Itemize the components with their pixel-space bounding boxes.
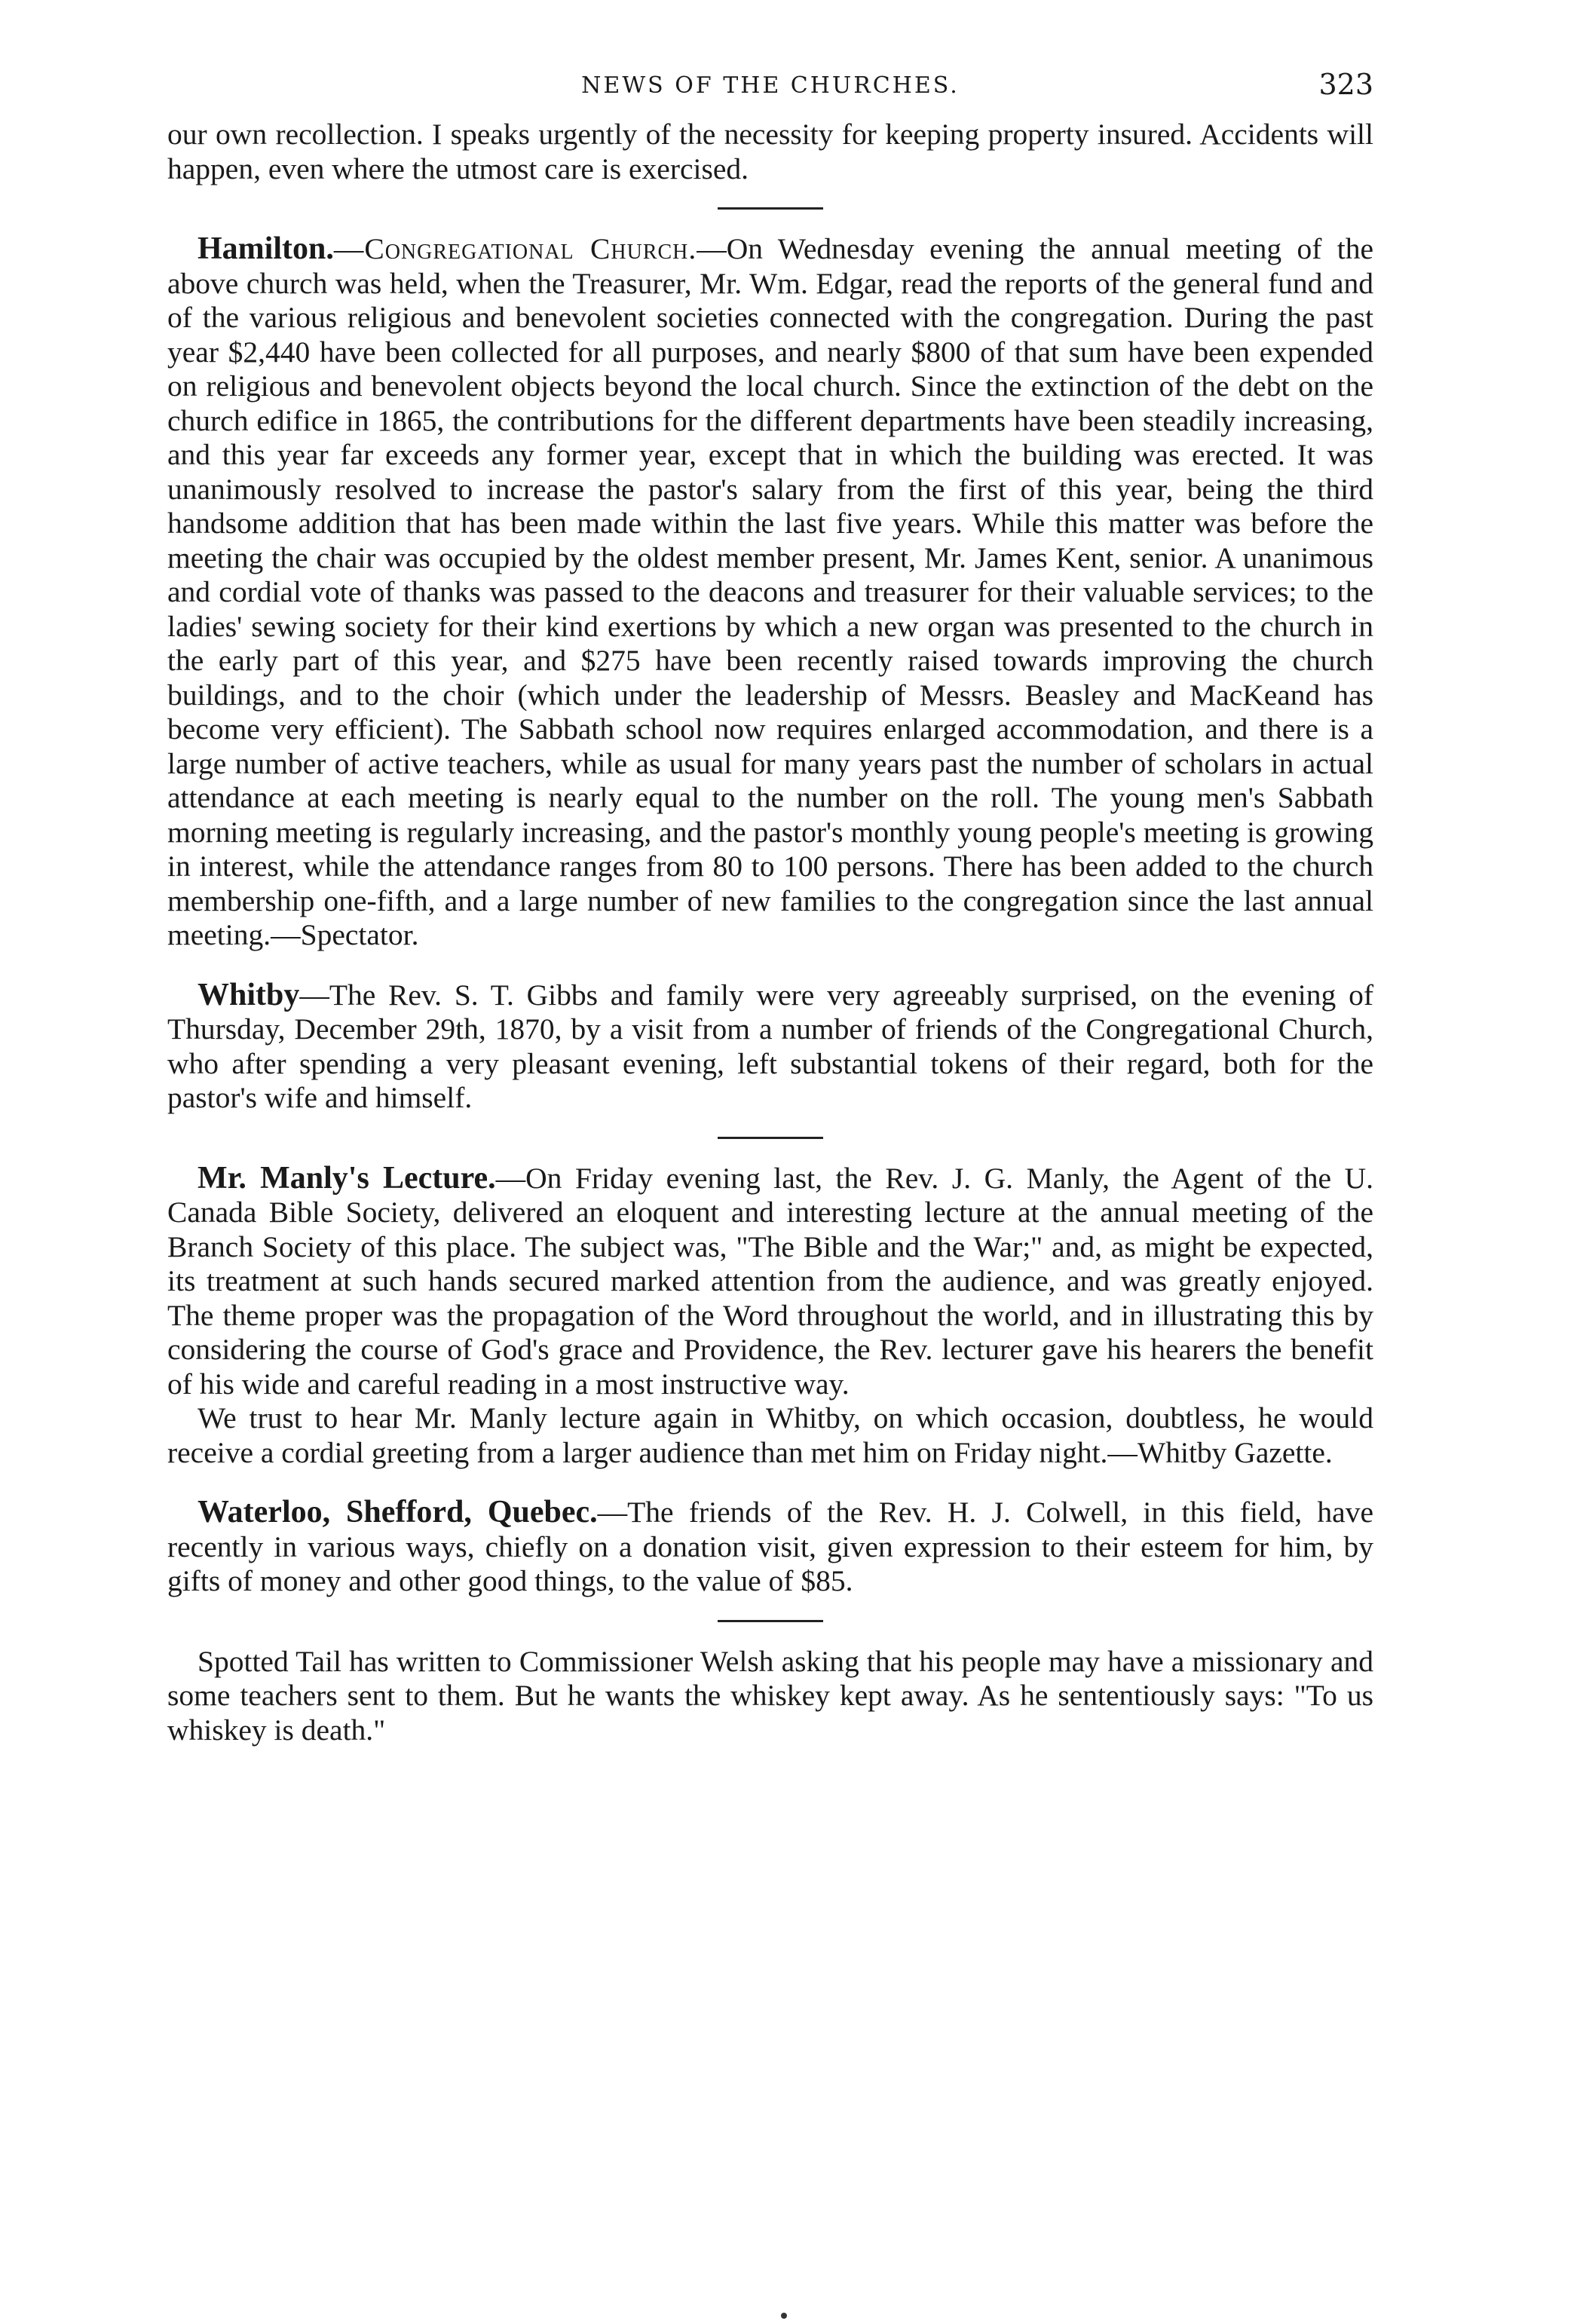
article-text: —The friends of the Rev. H. J. Colwell, in this field, have recently in various ways, chiefly on a donation visit, given expression to their esteem for him, by gifts of money and other good things, to the value of $85.: [167, 1496, 1373, 1597]
article-hamilton: [167, 232, 1373, 953]
article-spotted-tail: [167, 1645, 1373, 1748]
article-paragraph: [167, 1645, 1373, 1748]
article-text: —On Wednesday evening the annual meeting of the above church was held, when the Treasurer, Mr. Wm. Edgar, read the reports of the general fund and of the various religious and benevolent societies connected with the congregation. During the past year $2,440 have been collected for all purposes, and nearly $800 of that sum have been expended on religious and benevolent objects beyond the local church. Since the extinction of the debt on the church edifice in 1865, the contributions for the different departments have been steadily increasing, and this year far exceeds any former year, except that in which the building was erected. It was unanimously resolved to increase the pastor's salary from the first of this year, being the third handsome addition that has been made within the last five years. While this matter was before the meeting the chair was occupied by the oldest member present, Mr. James Kent, senior. A unanimous and cordial vote of thanks was passed to the deacons and treasurer for their valuable services; to the ladies' sewing society for their kind exertions by which a new organ was presented to the church in the early part of this year, and $275 have been recently raised towards improving the church buildings, and to the choir (which under the leadership of Messrs. Beasley and MacKeand has become very efficient). The Sabbath school now requires enlarged accommodation, and there is a large number of active teachers, while as usual for many years past the number of scholars in actual attendance at each meeting is nearly equal to the number on the roll. The young men's Sabbath morning meeting is regularly increasing, and the pastor's monthly young people's meeting is growing in interest, while the attendance ranges from 80 to 100 persons. There has been added to the church membership one-fifth, and a large number of new families to the congregation since the last annual meeting.—Spectator.: [167, 232, 1373, 951]
section-divider: [718, 207, 823, 210]
article-subhead: —Congregational Church.: [333, 232, 697, 265]
running-head: [167, 68, 1373, 113]
article-text: We trust to hear Mr. Manly lecture again in Whitby, on which occasion, doubtless, he would receive a cordial greeting from a larger audience than met him on Friday night.—Whitby Gazette.: [167, 1401, 1373, 1469]
article-whitby: [167, 978, 1373, 1116]
article-text: —The Rev. S. T. Gibbs and family were very agreeably surprised, on the evening of Thursday, December 29th, 1870, by a visit from a number of friends of the Congregational Church, who after spending a very pleasant evening, left substantial tokens of their regard, both for the pastor's wife and himself.: [167, 978, 1373, 1114]
section-gap: [167, 1470, 1373, 1496]
article-paragraph: [167, 118, 1373, 186]
article-continuation: [167, 118, 1373, 186]
article-paragraph: [167, 1162, 1373, 1402]
bottom-print-mark: [781, 2313, 787, 2319]
running-title: NEWS OF THE CHURCHES.: [581, 72, 960, 99]
article-text: Spotted Tail has written to Commissioner Welsh asking that his people may have a missionary and some teachers sent to them. But he wants the whiskey kept away. As he sententiously says: "To us whiskey is death.": [167, 1644, 1373, 1747]
article-text: our own recollection. I speaks urgently of the necessity for keeping property insured. Accidents will happen, even where the utmost care is exercised.: [167, 118, 1373, 185]
article-lead: Whitby: [197, 977, 300, 1012]
article-lead: Mr. Manly's Lecture.: [197, 1160, 496, 1196]
section-divider: [718, 1137, 823, 1139]
article-waterloo: [167, 1496, 1373, 1599]
section-divider: [718, 1620, 823, 1622]
page: [167, 68, 1373, 1747]
page-number: 323: [1318, 68, 1373, 101]
section-gap: [167, 953, 1373, 978]
article-paragraph: [167, 1496, 1373, 1599]
article-paragraph: [167, 978, 1373, 1116]
article-manly-lecture: [167, 1162, 1373, 1471]
article-paragraph: [167, 1401, 1373, 1470]
article-lead: Waterloo, Shefford, Quebec.: [197, 1495, 598, 1529]
article-lead: Hamilton.: [197, 231, 334, 266]
article-paragraph: [167, 232, 1373, 953]
article-text: —On Friday evening last, the Rev. J. G. Manly, the Agent of the U. Canada Bible Society, delivered an eloquent and interesting lecture at the annual meeting of the Branch Society of this place. The subject was, "The Bible and the War;" and, as might be expected, its treatment at such hands secured marked attention from the audience, and was greatly enjoyed. The theme proper was the propagation of the Word throughout the world, and in illustrating this by considering the course of God's grace and Providence, the Rev. lecturer gave his hearers the benefit of his wide and careful reading in a most instructive way.: [167, 1161, 1373, 1401]
